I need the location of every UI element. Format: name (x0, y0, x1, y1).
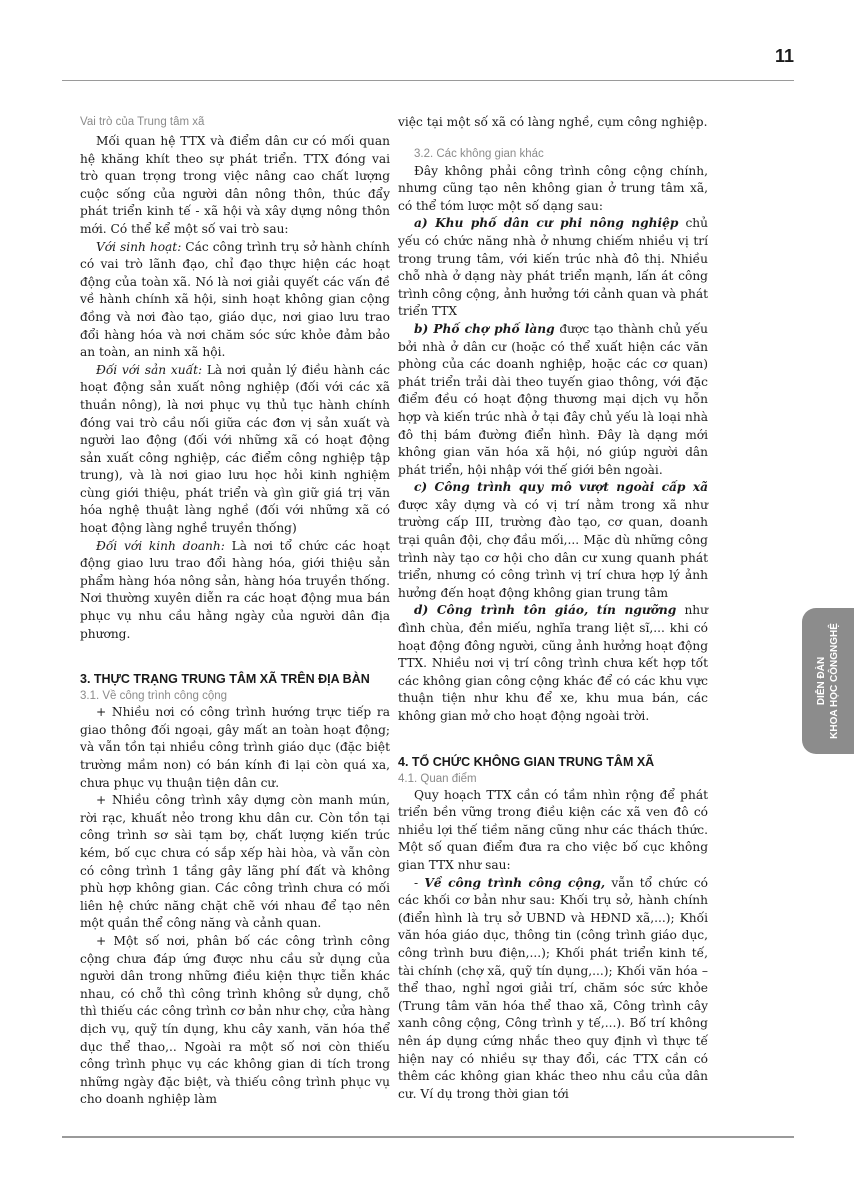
right-column (398, 114, 708, 1103)
subsection-3-2: 3.2. Các không gian khác (414, 147, 544, 160)
lead-d: d) Công trình tôn giáo, tín ngưỡng (414, 603, 677, 618)
lead-kinh-doanh: Đối với kinh doanh: (96, 538, 225, 553)
paragraph: Quy hoạch TTX cần có tầm nhìn rộng để phát triển bền vững trong điều kiện các xã ven đô có nhiều lợi thế tiềm năng cũng như các thách thức. Một số quan điểm đưa ra cho việc bố cục không gian TTX như sau: (398, 787, 708, 872)
side-tab (802, 608, 854, 754)
paragraph: Đây không phải công trình công cộng chính, nhưng cũng tạo nên không gian ở trung tâm xã, có thể tóm lược một số dạng sau: (398, 163, 708, 213)
subsection-3-1: 3.1. Về công trình công cộng (80, 690, 228, 703)
lead-b: b) Phố chợ phố làng (414, 321, 555, 336)
paragraph (80, 362, 390, 538)
paragraph-text: được xây dựng và có vị trí nằm trong xã như trường cấp III, trường đào tạo, cơ quan, doanh trại quân đội, chợ đầu mối,... Mặc dù những công trình này tạo cơ hội cho dân cư xung quanh phát triển, nhưng có công trình vị trí chưa hợp lý ảnh hưởng đến hoạt động không gian trung tâm (398, 497, 708, 600)
paragraph: + Nhiều nơi có công trình hướng trực tiếp ra giao thông đối ngoại, gây mất an toàn hoạt động; và vẫn tồn tại nhiều công trình giáo dục (đặc biệt trường mầm non) có bán kính đi lại còn quá xa, chưa phục vụ thuận tiện dân cư. (80, 705, 390, 790)
lead-cong-trinh: Về công trình công cộng, (424, 875, 606, 890)
paragraph-text: được tạo thành chủ yếu bởi nhà ở dân cư (hoặc có thể xuất hiện các văn phòng của các doanh nghiệp, hoặc các cơ quan) phát triển trải dài theo tuyến giao thông, với đặc điểm đều có hoạt động thương mại dịch vụ hỗn hợp và kiến trúc nhà ở tại đây chủ yếu là loại nhà đô thị bám đường điển hình. Đây là dạng mới không gian văn hóa xã hội, nó giúp người dân phát triển, hội nhập với thế giới bên ngoài. (398, 321, 708, 477)
spacer (80, 643, 390, 657)
side-tab-label (815, 623, 841, 739)
lead-c: c) Công trình quy mô vượt ngoài cấp xã (414, 480, 708, 495)
paragraph: Mối quan hệ TTX và điểm dân cư có mối quan hệ khăng khít theo sự phát triển. TTX đóng vai trò quan trọng trong việc nâng cao chất lượng cuộc sống của người dân nông thôn, thúc đẩy phát triển kinh tế - xã hội và xây dựng nông thôn mới. Có thể kể một số vai trò sau: (80, 134, 390, 236)
side-tab-line1: DIỄN ĐÀN (816, 656, 827, 706)
paragraph (398, 479, 708, 602)
paragraph (398, 215, 708, 321)
page-number: 11 (774, 46, 794, 66)
paragraph-text: như đình chùa, đền miếu, nghĩa trang liệt sĩ,... khi có hoạt động đông người, cũng ảnh hưởng hoạt động TTX. Nhiều nơi vị trí công trình chưa kết hợp tốt các không gian công cộng khác để có các khu vực thuận tiện như khu để xe, khu mua bán, các không gian mở cho hoạt động ngoài trời. (398, 603, 708, 723)
paragraph (398, 875, 708, 1104)
heading-role: Vai trò của Trung tâm xã (80, 116, 205, 128)
side-tab-line2: KHOA HỌC CÔNGNGHỆ (829, 623, 840, 739)
paragraph (80, 538, 390, 644)
paragraph-text: Các công trình trụ sở hành chính có vai trò lãnh đạo, chỉ đạo thực hiện các hoạt động của toàn xã. Nó là nơi giải quyết các vấn đề về hành chính xã hội, sinh hoạt không gian cộng đồng và nơi đào tạo, giáo dục, nơi giao lưu trao đổi hàng hóa và nơi chăm sóc sức khỏe đảm bảo an toàn, an ninh xã hội. (80, 239, 390, 360)
dash: - (414, 875, 425, 890)
spacer (398, 132, 708, 146)
paragraph-text: vẫn tổ chức có các khối cơ bản như sau: Khối trụ sở, hành chính (điển hình là trụ sở UBND và HĐND xã,...); Khối văn hóa giáo dục, thông tin (công trình giáo dục, công trình bưu điện,...); Khối phát triển kinh tế, tài chính (chợ xã, quỹ tín dụng,...); Khối văn hóa – thể thao, nghỉ ngơi giải trí, chăm sóc sức khỏe (Trung tâm văn hóa thể thao xã, Công trình cây xanh công cộng, Công trình y tế,...). Bố trí không nên áp dụng cứng nhắc theo quy định vì thực tế hiện nay có nhiều sự thay đổi, các TTX cần có thêm các không gian khác theo nhu cầu của dân cư. Ví dụ trong thời gian tới (398, 875, 708, 1101)
left-column (80, 114, 390, 1109)
lead-san-xuat: Đối với sản xuất: (96, 362, 203, 377)
paragraph: + Nhiều công trình xây dựng còn manh mún, rời rạc, khuất nẻo trong khu dân cư. Còn tồn tại công trình sơ sài tạm bợ, chất lượng kiến trúc kém, bố cục chưa có sắp xếp hài hòa, và vẫn còn có công trình 1 tầng gây lãng phí đất và không phù hợp không gian. Các công trình chưa có mối liên hệ chức năng chặt chẽ với nhau để tạo nên một quần thể công năng và cảnh quan. (80, 793, 390, 931)
subsection-4-1: 4.1. Quan điểm (398, 772, 477, 785)
paragraph (398, 602, 708, 725)
paragraph-text: Là nơi tổ chức các hoạt động giao lưu trao đổi hàng hóa, giới thiệu sản phẩm hàng hóa nông sản, hàng hóa truyền thống. Nơi thường xuyên diễn ra các hoạt động mua bán phục vụ nhu cầu hằng ngày của người dân địa phương. (80, 538, 390, 641)
section-3-title: 3. THỰC TRẠNG TRUNG TÂM XÃ TRÊN ĐỊA BÀN (80, 672, 370, 687)
paragraph-text: Là nơi quản lý điều hành các hoạt động sản xuất nông nghiệp (đối với các xã thuần nông), là nơi phục vụ thủ tục hành chính đóng vai trò cầu nối giữa các đơn vị sản xuất và người lao động (đối với những xã có hoạt động sản xuất công nghiệp, các điểm công nghiệp tập trung), và là nơi giao lưu học hỏi kinh nghiệm cùng giới thiệu, phát triển và gìn giữ giá trị văn hóa nghệ thuật làng nghề (đối với những xã có hoạt động làng nghề truyền thống) (80, 362, 391, 536)
paragraph: việc tại một số xã có làng nghề, cụm công nghiệp. (398, 115, 708, 129)
paragraph (80, 239, 390, 362)
section-4-title: 4. TỔ CHỨC KHÔNG GIAN TRUNG TÂM XÃ (398, 754, 655, 769)
lead-a: a) Khu phố dân cư phi nông nghiệp (414, 216, 679, 231)
header-rule (62, 80, 794, 81)
paragraph: + Một số nơi, phân bố các công trình công cộng chưa đáp ứng được nhu cầu sử dụng của người dân trong những điều kiện thực tiễn khác nhau, có chỗ thì công trình không sử dụng, chỗ thì thiếu các công trình cơ bản như chợ, cửa hàng dịch vụ, quỹ tín dụng, khu cây xanh, văn hóa thể dục thể thao,.. Ngoài ra một số nơi còn thiếu công trình phục vụ các không gian di tích trong những ngày đặc biệt, và thiếu công trình phục vụ cho doanh nghiệp làm (80, 933, 390, 1107)
paragraph-text: chủ yếu có chức năng nhà ở nhưng chiếm nhiều vị trí trong trung tâm, với kiến trúc nhà đô thị. Nhiều chỗ nhà ở dạng này phát triển mạnh, lấn át công trình công cộng, ảnh hưởng tới cảnh quan và phát triển TTX (398, 216, 708, 319)
paragraph (398, 321, 708, 479)
lead-sinh-hoat: Với sinh hoạt: (96, 239, 182, 254)
spacer (398, 726, 708, 740)
footer-rule (62, 1136, 794, 1138)
